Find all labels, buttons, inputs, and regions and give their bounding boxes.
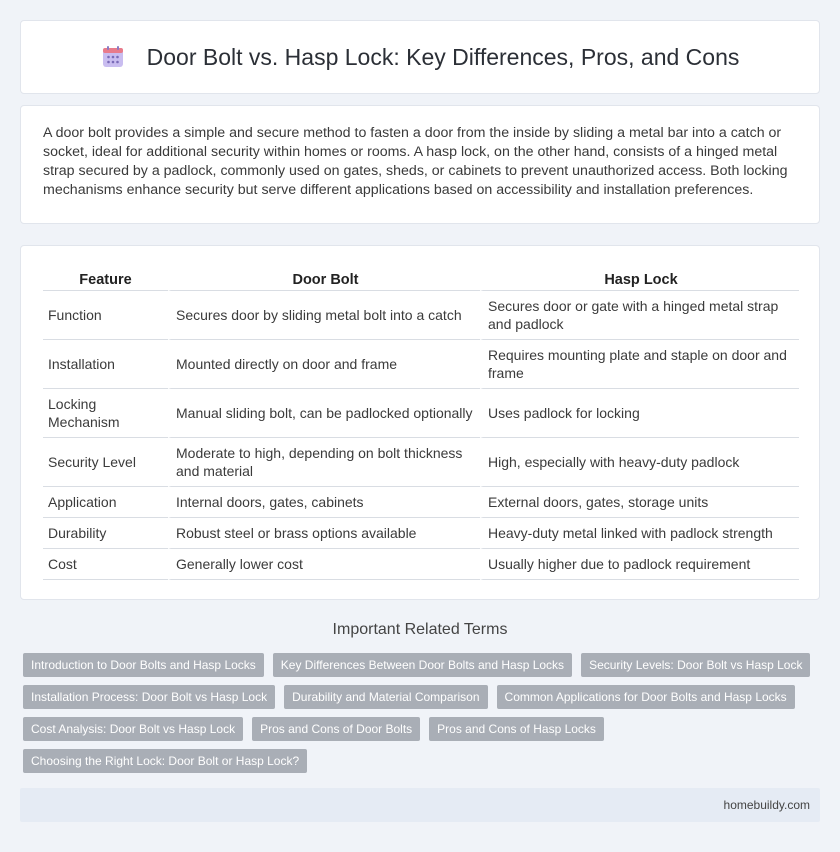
table-row	[43, 487, 799, 518]
cell-door-bolt: Mounted directly on door and frame	[168, 340, 480, 389]
footer	[20, 788, 820, 822]
comparison-table	[43, 266, 799, 580]
related-tag[interactable]: Pros and Cons of Door Bolts	[252, 717, 420, 741]
related-terms-title: Important Related Terms	[332, 621, 508, 638]
cell-door-bolt: Moderate to high, depending on bolt thickness and material	[168, 438, 480, 487]
title-card	[20, 20, 820, 94]
cell-hasp-lock: External doors, gates, storage units	[480, 487, 799, 518]
cell-hasp-lock: Secures door or gate with a hinged metal strap and padlock	[480, 291, 799, 340]
related-terms-section	[0, 621, 840, 639]
cell-feature: Security Level	[43, 438, 168, 487]
intro-card	[20, 105, 820, 224]
cell-hasp-lock: Heavy-duty metal linked with padlock strength	[480, 518, 799, 549]
page-title-text: Door Bolt vs. Hasp Lock: Key Differences, Pros, and Cons	[146, 43, 740, 70]
cell-hasp-lock: High, especially with heavy-duty padlock	[480, 438, 799, 487]
related-tag[interactable]: Introduction to Door Bolts and Hasp Locks	[23, 653, 264, 677]
table-header-row	[43, 266, 799, 291]
cell-feature: Cost	[43, 549, 168, 580]
cell-hasp-lock: Usually higher due to padlock requirement	[480, 549, 799, 580]
cell-door-bolt: Generally lower cost	[168, 549, 480, 580]
cell-hasp-lock: Uses padlock for locking	[480, 389, 799, 438]
cell-feature: Locking Mechanism	[43, 389, 168, 438]
related-tag[interactable]: Choosing the Right Lock: Door Bolt or Hasp Lock?	[23, 749, 307, 773]
table-row	[43, 518, 799, 549]
table-row	[43, 389, 799, 438]
related-tag[interactable]: Key Differences Between Door Bolts and Hasp Locks	[273, 653, 572, 677]
cell-door-bolt: Manual sliding bolt, can be padlocked optionally	[168, 389, 480, 438]
cell-feature: Durability	[43, 518, 168, 549]
related-tag[interactable]: Cost Analysis: Door Bolt vs Hasp Lock	[23, 717, 243, 741]
cell-door-bolt: Secures door by sliding metal bolt into a catch	[168, 291, 480, 340]
cell-feature: Function	[43, 291, 168, 340]
table-row	[43, 291, 799, 340]
table-row	[43, 438, 799, 487]
related-tags	[23, 653, 813, 781]
footer-site[interactable]: homebuildy.com	[723, 798, 810, 812]
table-row	[43, 340, 799, 389]
cell-door-bolt: Internal doors, gates, cabinets	[168, 487, 480, 518]
related-tag[interactable]: Durability and Material Comparison	[284, 685, 487, 709]
page-title	[101, 44, 740, 71]
cell-feature: Installation	[43, 340, 168, 389]
related-tag[interactable]: Installation Process: Door Bolt vs Hasp Lock	[23, 685, 275, 709]
header-hasp-lock: Hasp Lock	[480, 266, 799, 291]
comparison-card	[20, 245, 820, 600]
related-tag[interactable]: Common Applications for Door Bolts and Hasp Locks	[497, 685, 795, 709]
header-door-bolt: Door Bolt	[168, 266, 480, 291]
related-tag[interactable]: Security Levels: Door Bolt vs Hasp Lock	[581, 653, 810, 677]
related-tag[interactable]: Pros and Cons of Hasp Locks	[429, 717, 604, 741]
table-row	[43, 549, 799, 580]
intro-paragraph: A door bolt provides a simple and secure method to fasten a door from the inside by sliding a metal bar into a catch or socket, ideal for additional security within homes or rooms. A hasp lock, on the other hand, consists of a hinged metal strap secured by a padlock, commonly used on gates, sheds, or cabinets to prevent unauthorized access. Both locking mechanisms enhance security but serve different applications based on accessibility and installation preferences.	[43, 125, 788, 198]
cell-feature: Application	[43, 487, 168, 518]
cell-hasp-lock: Requires mounting plate and staple on door and frame	[480, 340, 799, 389]
calendar-icon	[101, 45, 125, 69]
cell-door-bolt: Robust steel or brass options available	[168, 518, 480, 549]
header-feature: Feature	[43, 266, 168, 291]
